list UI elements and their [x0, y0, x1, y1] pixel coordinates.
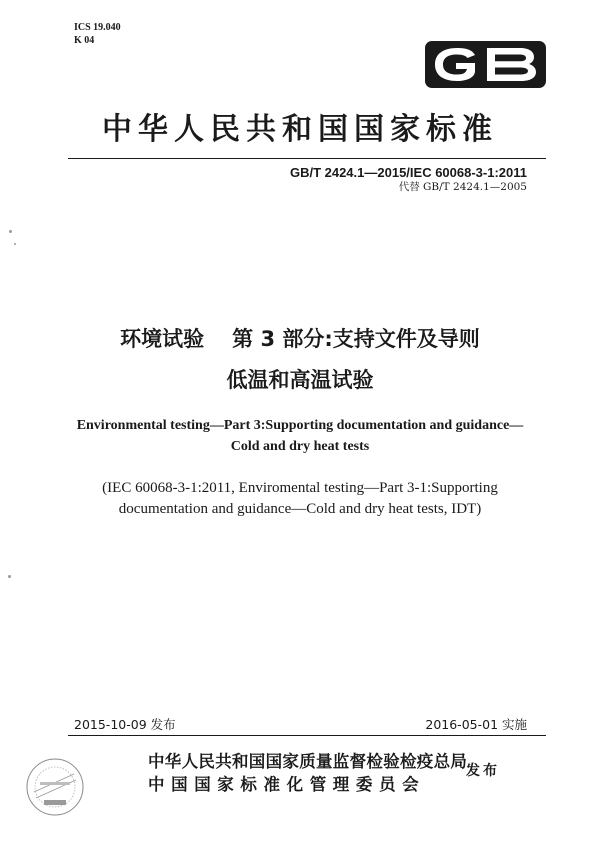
national-standard-title: 中华人民共和国国家标准: [102, 112, 498, 147]
title-zh-series: 环境试验: [120, 327, 205, 351]
scan-speck: [9, 230, 12, 233]
title-zh-line-2: 低温和高温试验: [226, 368, 374, 392]
ics-code: ICS 19.040: [74, 22, 121, 33]
title-zh-line-1: [0, 325, 600, 353]
implementation-date: 2016-05-01 实施: [425, 717, 527, 732]
publish-label: 发布: [466, 763, 500, 779]
issuer-org-1: 中华人民共和国国家质量监督检验检疫总局: [148, 752, 468, 771]
title-zh-part: 第 3 部分:支持文件及导则: [232, 327, 480, 351]
footer-divider: [68, 735, 546, 736]
scan-speck: [14, 243, 16, 245]
scan-speck: [8, 575, 11, 578]
standard-code: GB/T 2424.1—2015/IEC 60068-3-1:2011: [289, 165, 527, 180]
title-en-line-2: Cold and dry heat tests: [230, 439, 370, 454]
iec-reference-line-2: documentation and guidance—Cold and dry heat tests, IDT): [118, 501, 482, 517]
classification-code: K 04: [74, 35, 95, 46]
issuer-org-2: 中国国家标准化管理委员会: [148, 775, 426, 794]
issue-date: 2015-10-09 发布: [74, 717, 176, 732]
iec-reference-line-1: (IEC 60068-3-1:2011, Enviromental testing—Part 3-1:Supporting: [102, 480, 498, 496]
anti-counterfeit-seal-icon: [24, 756, 86, 818]
gb-logo-icon: [425, 41, 546, 88]
header-divider: [68, 158, 546, 159]
replaces-note: 代替 GB/T 2424.1—2005: [398, 181, 527, 193]
title-en-line-1: Environmental testing—Part 3:Supporting documentation and guidance—: [76, 418, 524, 433]
